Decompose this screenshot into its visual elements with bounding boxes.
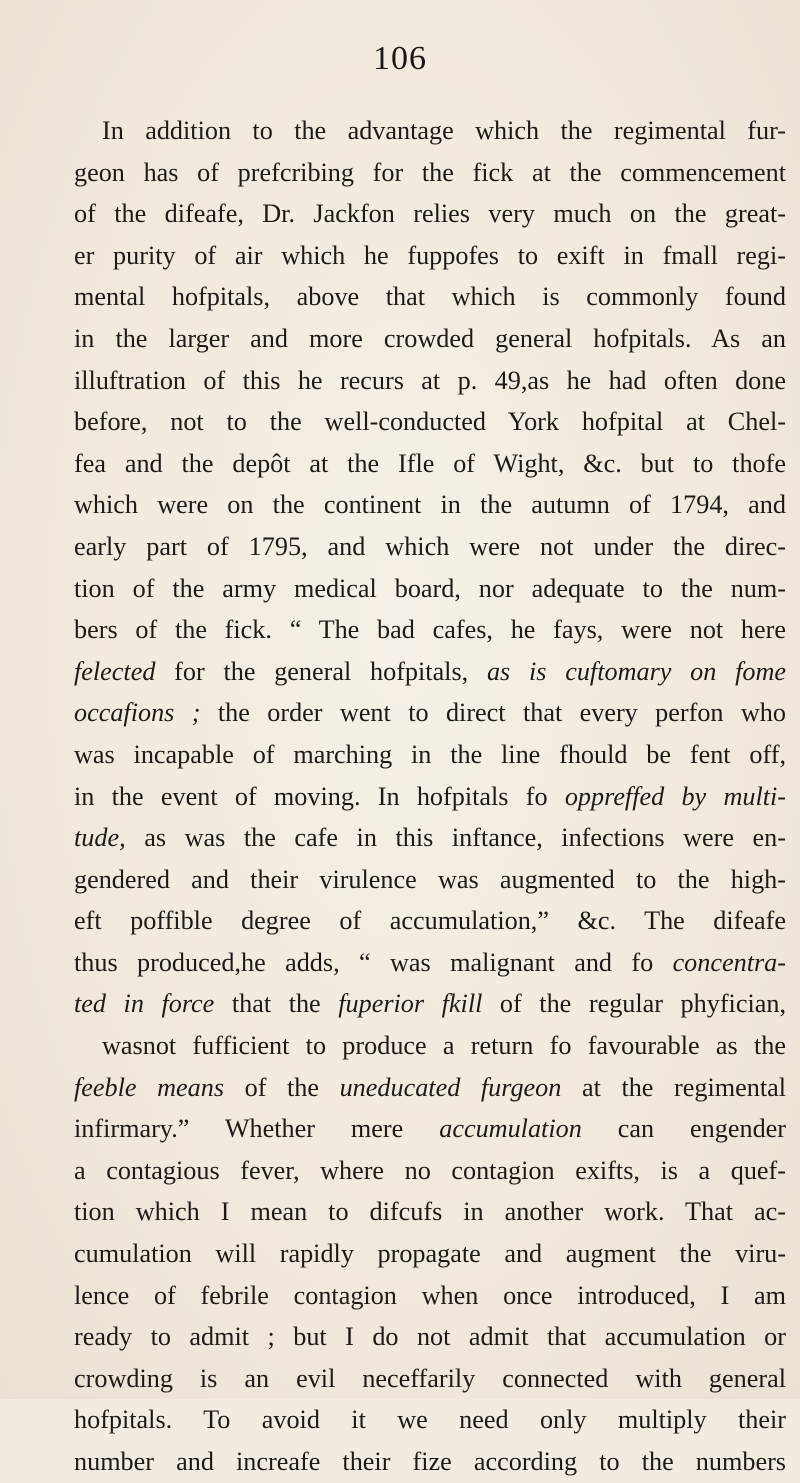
text-run: the order went to direct that every perfon who [200,698,786,728]
text-line: a contagious fever, where no contagion exifts, is a quef- [74,1155,786,1185]
text-run: in the event of moving. In hofpitals fo [74,781,565,811]
text-line [74,817,786,859]
text-line: In addition to the advantage which the regimental fur- [102,116,786,145]
italic-run: accumulation [439,1114,582,1144]
page-number: 106 [373,40,427,77]
text-run: that the [214,989,339,1019]
italic-run: fuperior fkill [338,989,483,1019]
italic-run: uneducated furgeon [339,1072,562,1102]
text-line: lence of febrile contagion when once introduced, I am [74,1280,786,1310]
text-run: of the regular phyfician, [482,989,786,1019]
italic-run: ted in force [74,989,215,1019]
text-line [74,1108,786,1150]
text-line: mental hofpitals, above that which is commonly found [74,282,786,312]
text-line: of the difeafe, Dr. Jackfon relies very much on the great- [74,199,786,229]
text-line: fea and the depôt at the Ifle of Wight, &c. but to thofe [74,448,786,478]
italic-run: concentra- [672,947,786,977]
italic-run: as is cuftomary on fome [486,656,786,686]
text-line: tion which I mean to difcufs in another work. That ac- [74,1197,786,1227]
text-line: number and increafe their fize according to the numbers [74,1447,786,1476]
italic-run: oppreffed by multi- [564,781,786,811]
text-run: of the [224,1072,340,1102]
text-line: ready to admit ; but I do not admit that accumulation or [74,1322,786,1352]
text-run: can engender [581,1114,787,1144]
text-line: gendered and their virulence was augmented to the high- [74,864,786,894]
text-run: at the regimental [561,1072,786,1102]
text-line: bers of the fick. “ The bad cafes, he fays, were not here [74,615,786,645]
text-line [74,983,786,1025]
text-run: as was the cafe in this inftance, infections were en- [125,823,786,853]
text-line: wasnot fufficient to produce a return fo favourable as the [102,1031,786,1061]
text-line: was incapable of marching in the line fhould be fent off, [74,739,786,769]
text-line [74,942,786,984]
text-line [74,1067,786,1109]
body-text [74,110,786,1483]
text-line: crowding is an evil neceffarily connected with general [74,1363,786,1393]
italic-run: occafions ; [74,698,201,728]
italic-run: tude, [74,823,126,853]
italic-run: feeble means [74,1072,225,1102]
text-line [74,651,786,693]
italic-run: felected [74,656,156,686]
text-line: in the larger and more crowded general hofpitals. As an [74,323,786,353]
text-line [74,776,786,818]
text-run: infirmary.” Whether mere [74,1114,440,1144]
text-line [74,692,786,734]
text-run: for the general hofpitals, [155,656,487,686]
text-line: eft poffible degree of accumulation,” &c. The difeafe [74,906,786,936]
text-line: er purity of air which he fuppofes to exift in fmall regi- [74,240,786,270]
text-line: early part of 1795, and which were not under the direc- [74,531,786,561]
text-line: cumulation will rapidly propagate and augment the viru- [74,1239,786,1269]
text-line: tion of the army medical board, nor adequate to the num- [74,573,786,603]
text-line: geon has of prefcribing for the fick at the commencement [74,157,786,187]
text-line: which were on the continent in the autumn of 1794, and [74,490,786,520]
text-line: before, not to the well-conducted York hofpital at Chel- [74,407,786,437]
text-line: illuftration of this he recurs at p. 49,as he had often done [74,365,786,395]
text-run: thus produced,he adds, “ was malignant and fo [74,947,673,977]
text-line: hofpitals. To avoid it we need only multiply their [74,1405,786,1435]
